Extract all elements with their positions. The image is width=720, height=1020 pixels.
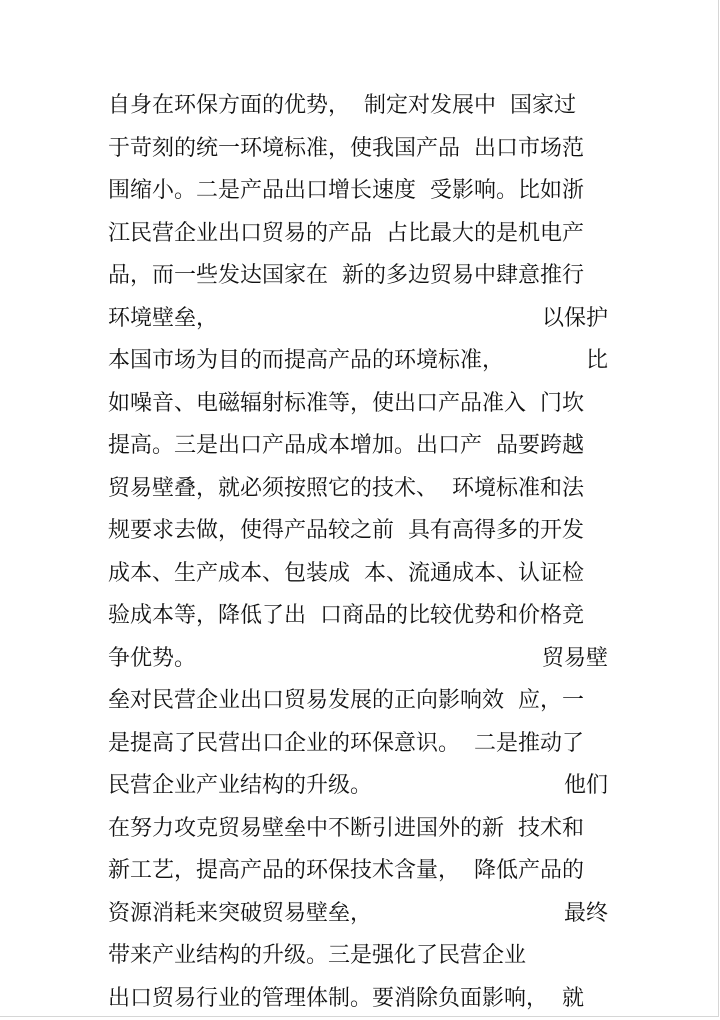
line-text: 争优势。 xyxy=(108,638,196,681)
text-line xyxy=(108,425,608,468)
text-line xyxy=(108,595,608,638)
line-text: 于苛刻的统一环境标准，使我国产品 出口市场范 xyxy=(108,128,584,171)
text-line xyxy=(108,765,608,808)
text-line xyxy=(108,850,608,893)
line-text: 成本、生产成本、包装成 本、流通成本、认证检 xyxy=(108,553,584,596)
line-text: 在努力攻克贸易壁垒中不断引进国外的新 技术和 xyxy=(108,808,584,851)
text-line xyxy=(108,255,608,298)
text-line xyxy=(108,213,608,256)
line-text: 自身在环保方面的优势， 制定对发展中 国家过 xyxy=(108,85,576,128)
body-text xyxy=(108,85,608,1020)
line-text: 贸易壁叠，就必须按照它的技术、 环境标准和法 xyxy=(108,468,584,511)
line-text: 规要求去做，使得产品较之前 具有高得多的开发 xyxy=(108,510,584,553)
text-line xyxy=(108,680,608,723)
text-line xyxy=(108,298,608,341)
text-line xyxy=(108,808,608,851)
line-text: 江民营企业出口贸易的产品 占比最大的是机电产 xyxy=(108,213,584,256)
line-text: 环境壁垒， xyxy=(108,298,218,341)
text-line xyxy=(108,170,608,213)
text-line xyxy=(108,723,608,766)
text-line xyxy=(108,510,608,553)
line-text: 资源消耗来突破贸易壁垒， xyxy=(108,893,372,936)
line-text: 提高。三是出口产品成本增加。出口产 品要跨越 xyxy=(108,425,584,468)
line-text: 如噪音、电磁辐射标准等，使出口产品准入 门坎 xyxy=(108,383,584,426)
line-text: 验成本等，降低了出 口商品的比较优势和价格竞 xyxy=(108,595,584,638)
text-line xyxy=(108,128,608,171)
line-text: 垒对民营企业出口贸易发展的正向影响效 应，一 xyxy=(108,680,584,723)
line-text-right: 比 xyxy=(586,340,608,383)
line-text: 出口贸易行业的管理体制。要消除负面影响， 就 xyxy=(108,978,584,1020)
text-line xyxy=(108,340,608,383)
text-line xyxy=(108,468,608,511)
text-line xyxy=(108,935,608,978)
text-line xyxy=(108,638,608,681)
line-text: 是提高了民营出口企业的环保意识。 二是推动了 xyxy=(108,723,584,766)
line-text-right: 以保护 xyxy=(542,298,608,341)
line-text: 围缩小。二是产品出口增长速度 受影响。比如浙 xyxy=(108,170,584,213)
text-line xyxy=(108,383,608,426)
line-text-right: 贸易壁 xyxy=(542,638,608,681)
line-text: 民营企业产业结构的升级。 xyxy=(108,765,372,808)
line-text: 本国市场为目的而提高产品的环境标准， xyxy=(108,340,504,383)
text-line xyxy=(108,85,608,128)
text-line xyxy=(108,553,608,596)
line-text: 带来产业结构的升级。三是强化了民营企业 xyxy=(108,935,526,978)
line-text: 品，而一些发达国家在 新的多边贸易中肆意推行 xyxy=(108,255,584,298)
line-text-right: 最终 xyxy=(564,893,608,936)
line-text: 新工艺，提高产品的环保技术含量， 降低产品的 xyxy=(108,850,584,893)
text-line xyxy=(108,893,608,936)
line-text-right: 他们 xyxy=(564,765,608,808)
text-line xyxy=(108,978,608,1020)
